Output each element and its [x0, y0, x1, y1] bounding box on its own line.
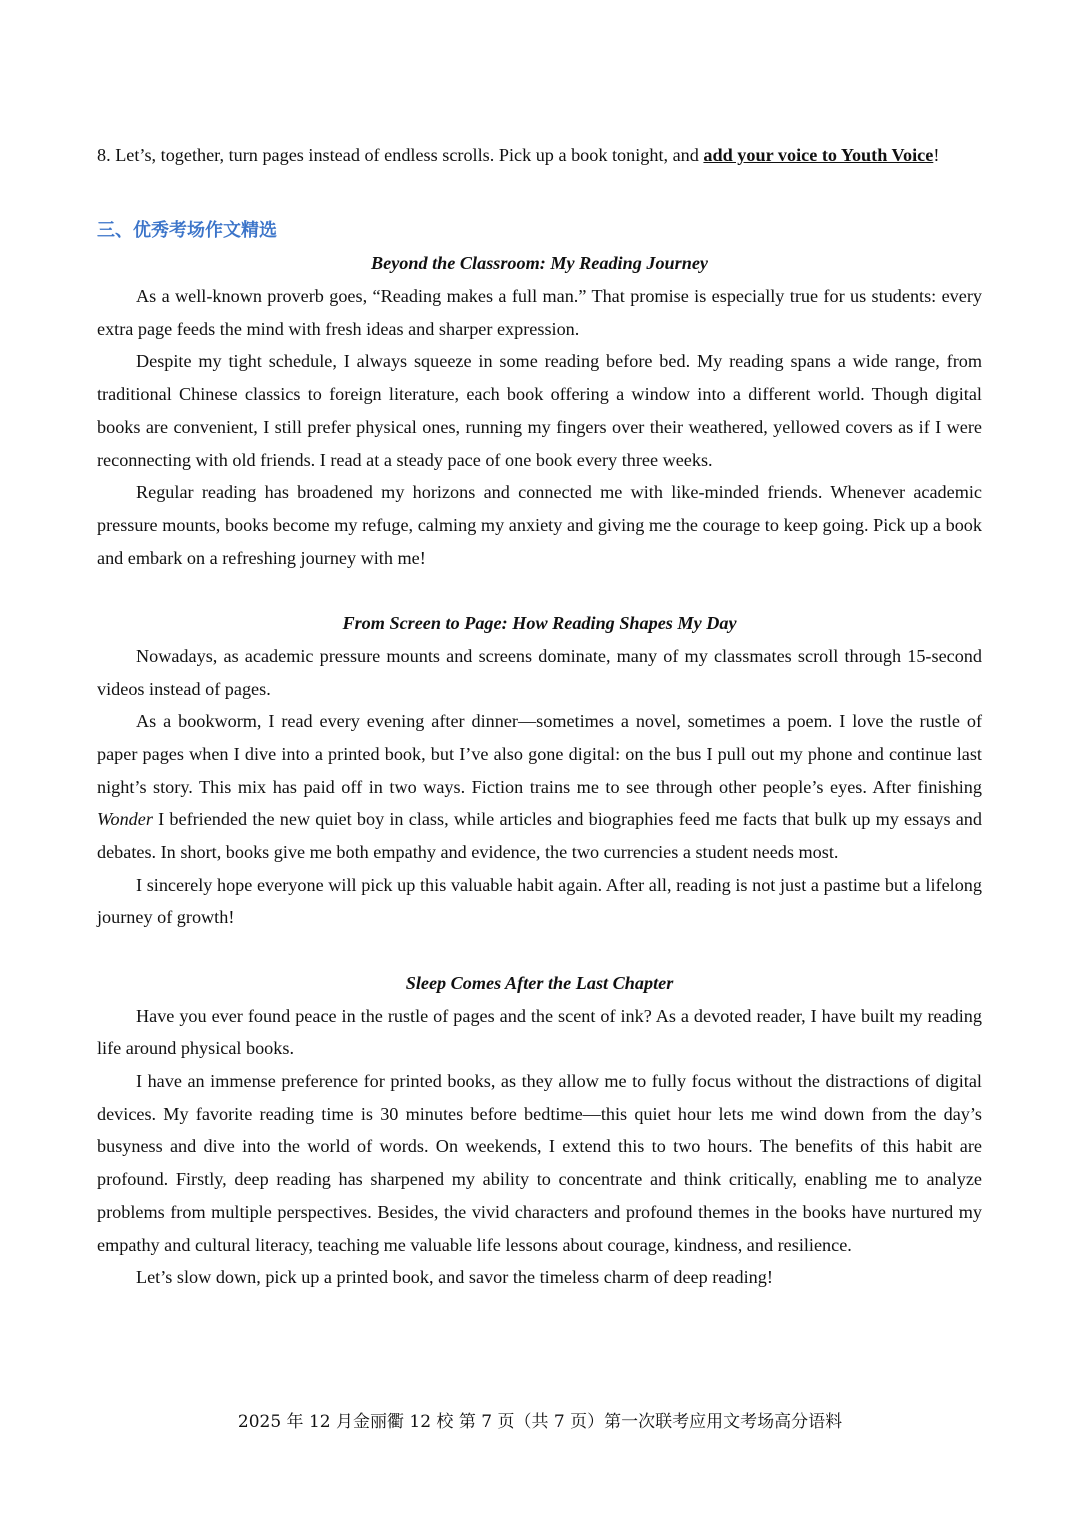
paragraph-text: As a bookworm, I read every evening after dinner—sometimes a novel, sometimes a poem. I love the rustle of paper pages when I dive into a printed book, but I’ve also gone digital: on the bus I pull out my phone and continue last night’s story. This mix has paid off in two ways. Fiction trains me to see through other people’s eyes. After finishing: [97, 711, 982, 797]
essay-paragraph: I have an immense preference for printed books, as they allow me to fully focus without the distractions of digital devices. My favorite reading time is 30 minutes before bedtime—this quiet hour lets me wind down from the day’s busyness and dive into the world of words. On weekends, I extend this to two hours. The benefits of this habit are profound. Firstly, deep reading has sharpened my ability to concentrate and think critically, enabling me to analyze problems from multiple perspectives. Besides, the vivid characters and profound themes in the books have nurtured my empathy and cultural literacy, teaching me valuable life lessons about courage, kindness, and resilience.: [97, 1071, 982, 1255]
emphasis-text: add your voice to Youth Voice: [703, 145, 934, 165]
essay-title: From Screen to Page: How Reading Shapes My Day: [342, 612, 737, 633]
essay-paragraph: I sincerely hope everyone will pick up this valuable habit again. After all, reading is not just a pastime but a lifelong journey of growth!: [97, 874, 982, 928]
essay-title: Sleep Comes After the Last Chapter: [405, 972, 674, 993]
essay-paragraph: As a well-known proverb goes, “Reading makes a full man.” That promise is especially true for us students: every extra page feeds the mind with fresh ideas and sharper expression.: [97, 286, 982, 339]
page-footer: 2025 年 12 月金丽衢 12 校 第 7 页（共 7 页）第一次联考应用文考场高分语料: [237, 1412, 843, 1432]
intro-text-end: !: [933, 145, 940, 165]
intro-paragraph: [97, 137, 982, 173]
intro-text: 8. Let’s, together, turn pages instead of endless scrolls. Pick up a book tonight, and: [97, 145, 704, 165]
essay-paragraph: Regular reading has broadened my horizons and connected me with like-minded friends. Whenever academic pressure mounts, books become my refuge, calming my anxiety and giving me the courage to keep going. Pick up a book and embark on a refreshing journey with me!: [97, 482, 982, 568]
book-title: Wonder: [97, 809, 153, 830]
essay-3: [97, 967, 982, 1294]
essay-paragraph: Let’s slow down, pick up a printed book, and savor the timeless charm of deep reading!: [136, 1267, 773, 1288]
essay-title: Beyond the Classroom: My Reading Journey: [371, 253, 708, 273]
essay-paragraph: Despite my tight schedule, I always squeeze in some reading before bed. My reading spans a wide range, from traditional Chinese classics to foreign literature, each book offering a window into a different world. Though digital books are convenient, I still prefer physical ones, running my fingers over their weathered, yellowed covers as if I were reconnecting with old friends. I read at a steady pace of one book every three weeks.: [97, 351, 982, 470]
essay-paragraph: [97, 705, 982, 869]
essay-paragraph: Have you ever found peace in the rustle of pages and the scent of ink? As a devoted reader, I have built my reading life around physical books.: [97, 1005, 982, 1059]
paragraph-text-rest: I befriended the new quiet boy in class, while articles and biographies feed me facts that bulk up my essays and debates. In short, books give me both empathy and evidence, the two currencies a student needs most.: [97, 809, 982, 863]
document-body: [97, 137, 982, 1294]
essay-1: [97, 247, 982, 574]
essay-paragraph: Nowadays, as academic pressure mounts and screens dominate, many of my classmates scroll through 15-second videos instead of pages.: [97, 645, 982, 699]
essay-2: [97, 607, 982, 934]
section-heading: 三、优秀考场作文精选: [97, 220, 277, 241]
